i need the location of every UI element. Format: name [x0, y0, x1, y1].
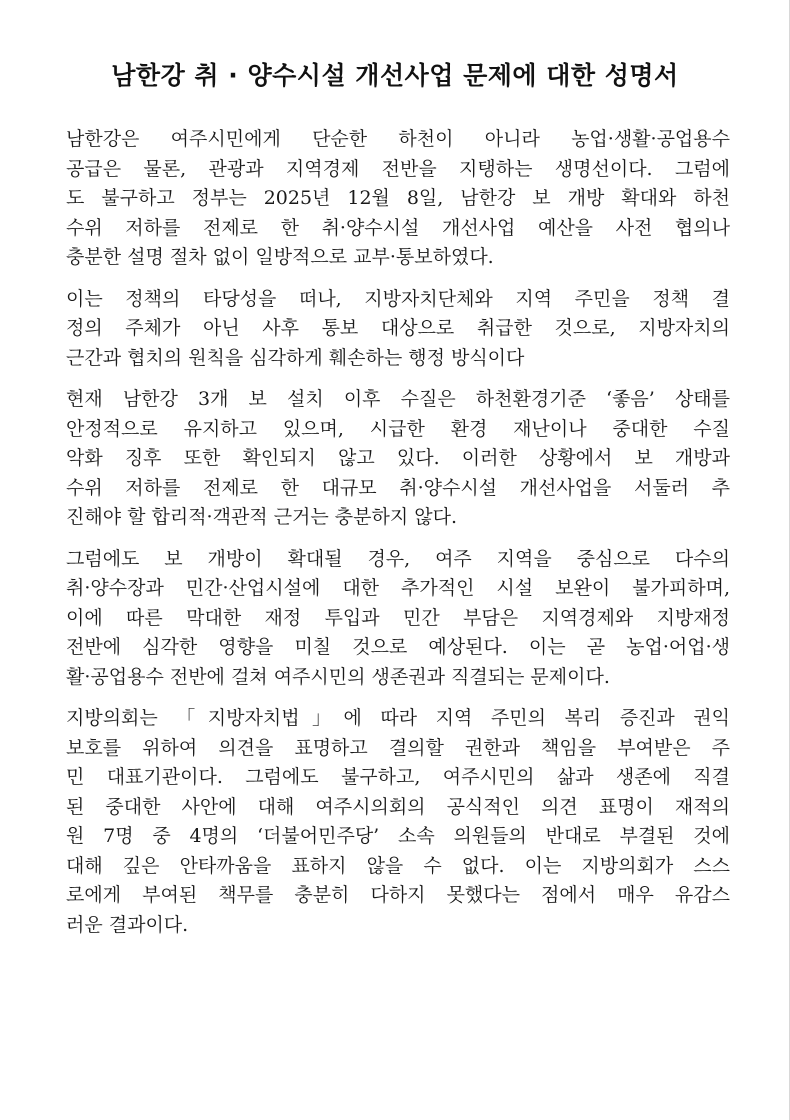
paragraph-line: 악화 징후 또한 확인되지 않고 있다. 이러한 상황에서 보 개방과 — [66, 447, 730, 469]
paragraph — [66, 285, 730, 374]
paragraph-line: 충분한 설명 절차 없이 일방적으로 교부·통보하였다. — [66, 246, 494, 268]
paragraph-line: 지방의회는 「지방자치법」에 따라 지역 주민의 복리 증진과 권익 — [66, 707, 730, 729]
paragraph-line: 그럼에도 보 개방이 확대될 경우, 여주 지역을 중심으로 다수의 — [66, 547, 730, 570]
paragraph-line: 로에게 부여된 책무를 충분히 다하지 못했다는 점에서 매우 유감스 — [66, 884, 730, 906]
statement-body — [66, 125, 730, 952]
paragraph-line: 이에 따른 막대한 재정 투입과 민간 부담은 지역경제와 지방재정 — [66, 606, 730, 629]
paragraph-line: 된 중대한 사안에 대해 여주시의회의 공식적인 의견 표명이 재적의 — [66, 795, 730, 818]
paragraph-line: 정의 주체가 아닌 사후 통보 대상으로 취급한 것으로, 지방자치의 — [66, 317, 730, 339]
paragraph-line: 도 불구하고 정부는 2025년 12월 8일, 남한강 보 개방 확대와 하천 — [66, 187, 730, 209]
paragraph-line: 공급은 물론, 관광과 지역경제 전반을 지탱하는 생명선이다. 그럼에 — [66, 157, 730, 180]
paragraph-line: 전반에 심각한 영향을 미칠 것으로 예상된다. 이는 곧 농업·어업·생 — [66, 636, 730, 658]
paragraph — [66, 385, 730, 533]
paragraph-line: 대해 깊은 안타까움을 표하지 않을 수 없다. 이는 지방의회가 스스 — [66, 854, 730, 877]
paragraph-line: 안정적으로 유지하고 있으며, 시급한 환경 재난이나 중대한 수질 — [66, 417, 730, 440]
paragraph — [66, 545, 730, 693]
paragraph-line: 근간과 협치의 원칙을 심각하게 훼손하는 행정 방식이다 — [66, 346, 525, 369]
paragraph-line: 진해야 할 합리적·객관적 근거는 충분하지 않다. — [66, 506, 458, 528]
paragraph — [66, 704, 730, 940]
paragraph-line: 원 7명 중 4명의 ‘더불어민주당’ 소속 의원들의 반대로 부결된 것에 — [66, 825, 730, 847]
paragraph-line: 이는 정책의 타당성을 떠나, 지방자치단체와 지역 주민을 정책 결 — [66, 287, 730, 310]
paragraph-line: 러운 결과이다. — [66, 913, 189, 936]
paragraph-line: 활·공업용수 전반에 걸쳐 여주시민의 생존권과 직결되는 문제이다. — [66, 665, 610, 688]
paragraph-line: 취·양수장과 민간·산업시설에 대한 추가적인 시설 보완이 불가피하며, — [66, 577, 730, 599]
document-title: 남한강 취 · 양수시설 개선사업 문제에 대한 성명서 — [111, 61, 679, 90]
paragraph-line: 수위 저하를 전제로 한 대규모 취·양수시설 개선사업을 서둘러 추 — [66, 476, 730, 499]
paragraph-line: 보호를 위하여 의견을 표명하고 결의할 권한과 책임을 부여받은 주 — [66, 736, 730, 759]
paragraph-line: 수위 저하를 전제로 한 취·양수시설 개선사업 예산을 사전 협의나 — [66, 216, 730, 239]
paragraph-line: 남한강은 여주시민에게 단순한 하천이 아니라 농업·생활·공업용수 — [66, 128, 730, 150]
paragraph-line: 현재 남한강 3개 보 설치 이후 수질은 하천환경기준 ‘좋음’ 상태를 — [66, 388, 730, 410]
paragraph — [66, 125, 730, 273]
paragraph-line: 민 대표기관이다. 그럼에도 불구하고, 여주시민의 삶과 생존에 직결 — [66, 766, 730, 788]
